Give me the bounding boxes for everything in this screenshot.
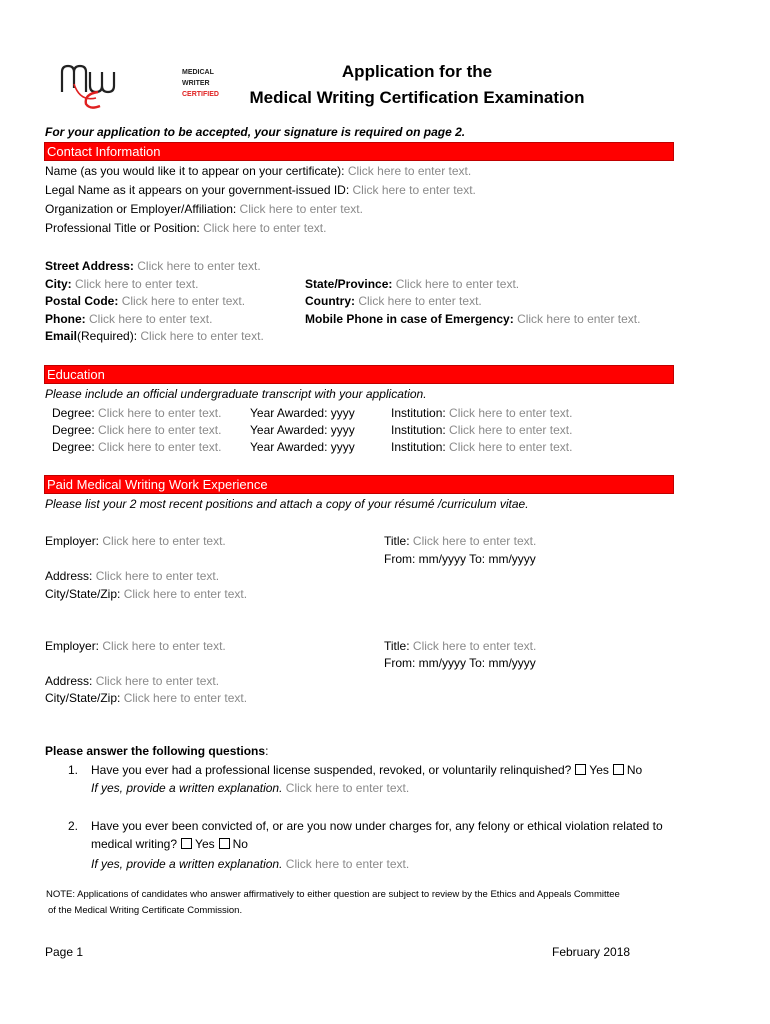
professional-title-field[interactable]: Click here to enter text. [203,221,327,235]
organization-row [45,202,363,216]
institution-field[interactable]: Click here to enter text. [449,440,573,454]
note-line-1: NOTE: Applications of candidates who answer affirmatively to either question are subject to review by the Ethics and Appeals Committee [46,889,620,900]
state-label: State/Province: [305,277,393,291]
q2-yes-checkbox[interactable] [181,838,192,849]
address-field[interactable]: Click here to enter text. [95,569,220,583]
q2-no-label: No [232,837,248,851]
institution-field[interactable]: Click here to enter text. [449,423,573,437]
year-awarded-3[interactable]: Year Awarded: yyyy [250,440,355,454]
mobile-row [305,312,640,326]
phone-label: Phone: [45,312,86,326]
q2-no-checkbox[interactable] [219,838,230,849]
street-row [45,259,261,273]
degree-label: Degree: [52,423,99,437]
legal-name-label: Legal Name as it appears on your government-issued ID: [45,183,353,197]
question-2-explain-row [91,857,409,871]
state-row [305,277,519,291]
country-field[interactable]: Click here to enter text. [358,294,482,308]
professional-title-row [45,221,326,235]
organization-label: Organization or Employer/Affiliation: [45,202,240,216]
country-label: Country: [305,294,355,308]
degree-row-2 [52,423,221,437]
degree-field[interactable]: Click here to enter text. [98,406,222,420]
postal-row [45,294,245,308]
degree-row-3 [52,440,221,454]
page-number: Page 1 [45,945,84,959]
address-field[interactable]: Click here to enter text. [95,674,220,688]
email-field[interactable]: Click here to enter text. [140,329,264,343]
question-2-text-line-2: medical writing? [91,837,178,851]
city-state-zip-field[interactable]: Click here to enter text. [123,691,248,705]
city-state-zip-label: City/State/Zip: [45,691,124,705]
degree-field[interactable]: Click here to enter text. [98,423,222,437]
email-label: Email [45,329,78,343]
q1-no-checkbox[interactable] [613,764,624,775]
address-label: Address: [45,674,96,688]
dates-row-2[interactable]: From: mm/yyyy To: mm/yyyy [384,656,536,670]
note-line-2: of the Medical Writing Certificate Commission. [48,905,243,916]
professional-title-label: Professional Title or Position: [45,221,204,235]
question-2-number: 2. [68,819,79,833]
question-2-explain-field[interactable]: Click here to enter text. [285,857,410,871]
institution-row-1 [391,406,572,420]
address-label: Address: [45,569,96,583]
questions-heading-text: Please answer the following questions [45,744,266,758]
name-row [45,164,471,178]
email-row [45,329,264,343]
country-row [305,294,482,308]
institution-label: Institution: [391,406,450,420]
education-note: Please include an official undergraduate transcript with your application. [45,387,427,401]
employer-field[interactable]: Click here to enter text. [102,639,226,653]
organization-field[interactable]: Click here to enter text. [239,202,363,216]
year-awarded-1[interactable]: Year Awarded: yyyy [250,406,355,420]
state-field[interactable]: Click here to enter text. [395,277,520,291]
legal-name-row [45,183,476,197]
year-awarded-2[interactable]: Year Awarded: yyyy [250,423,355,437]
title-line-2: Medical Writing Certification Examination [249,88,585,107]
contact-section-header: Contact Information [44,142,674,161]
legal-name-field[interactable]: Click here to enter text. [352,183,476,197]
question-1-explain-row [91,781,409,795]
address-row-2 [45,674,219,688]
job-title-field[interactable]: Click here to enter text. [412,639,537,653]
logo-mark-icon [60,62,130,110]
work-section-header: Paid Medical Writing Work Experience [44,475,674,494]
title-line-1: Application for the [341,62,493,81]
signature-notice: For your application to be accepted, your signature is required on page 2. [45,125,466,139]
q1-no-label: No [626,763,643,777]
footer-date: February 2018 [552,945,631,959]
city-row [45,277,198,291]
logo-text-2: WRITER [182,80,210,87]
q1-yes-checkbox[interactable] [575,764,586,775]
questions-heading [45,744,268,758]
institution-label: Institution: [391,423,450,437]
degree-row-1 [52,406,221,420]
q2-yes-label: Yes [195,837,215,851]
job-title-row-1 [384,534,536,548]
name-field[interactable]: Click here to enter text. [347,164,472,178]
employer-label: Employer: [45,639,103,653]
mobile-field[interactable]: Click here to enter text. [517,312,641,326]
work-note: Please list your 2 most recent positions and attach a copy of your résumé /curriculum vitae. [45,497,529,511]
institution-label: Institution: [391,440,450,454]
degree-field[interactable]: Click here to enter text. [98,440,222,454]
address-row-1 [45,569,219,583]
city-state-zip-row-1 [45,587,247,601]
questions-heading-colon: : [265,744,269,758]
street-field[interactable]: Click here to enter text. [137,259,261,273]
name-label: Name (as you would like it to appear on your certificate): [45,164,348,178]
education-section-header: Education [44,365,674,384]
logo-text-1: MEDICAL [182,69,214,76]
question-1-explain-label: If yes, provide a written explanation. [91,781,283,795]
email-required: (Required): [77,329,138,343]
question-1-number: 1. [68,763,79,777]
question-1-text: Have you ever had a professional license suspended, revoked, or voluntarily relinquished? [91,763,572,777]
institution-row-2 [391,423,572,437]
question-2-text-line-1: Have you ever been convicted of, or are you now under charges for, any felony or ethical violation related to [91,819,663,833]
employer-row-1 [45,534,226,548]
phone-field[interactable]: Click here to enter text. [89,312,213,326]
employer-row-2 [45,639,226,653]
city-state-zip-row-2 [45,691,247,705]
job-title-label: Title: [384,534,413,548]
city-state-zip-label: City/State/Zip: [45,587,124,601]
institution-field[interactable]: Click here to enter text. [449,406,573,420]
logo-text-3: CERTIFIED [182,91,219,98]
phone-row [45,312,212,326]
dates-row-1[interactable]: From: mm/yyyy To: mm/yyyy [384,552,536,566]
question-2-explain-label: If yes, provide a written explanation. [91,857,283,871]
street-label: Street Address: [45,259,134,273]
city-state-zip-field[interactable]: Click here to enter text. [123,587,248,601]
institution-row-3 [391,440,572,454]
city-field[interactable]: Click here to enter text. [75,277,199,291]
city-label: City: [45,277,72,291]
employer-label: Employer: [45,534,103,548]
job-title-label: Title: [384,639,413,653]
logo [60,62,219,110]
postal-field[interactable]: Click here to enter text. [121,294,246,308]
job-title-field[interactable]: Click here to enter text. [412,534,537,548]
job-title-row-2 [384,639,536,653]
q1-yes-label: Yes [589,763,609,777]
mobile-label: Mobile Phone in case of Emergency: [305,312,514,326]
employer-field[interactable]: Click here to enter text. [102,534,226,548]
degree-label: Degree: [52,440,99,454]
postal-label: Postal Code: [45,294,119,308]
degree-label: Degree: [52,406,99,420]
question-1 [91,763,642,777]
question-2-line-2 [91,837,248,851]
question-1-explain-field[interactable]: Click here to enter text. [285,781,410,795]
